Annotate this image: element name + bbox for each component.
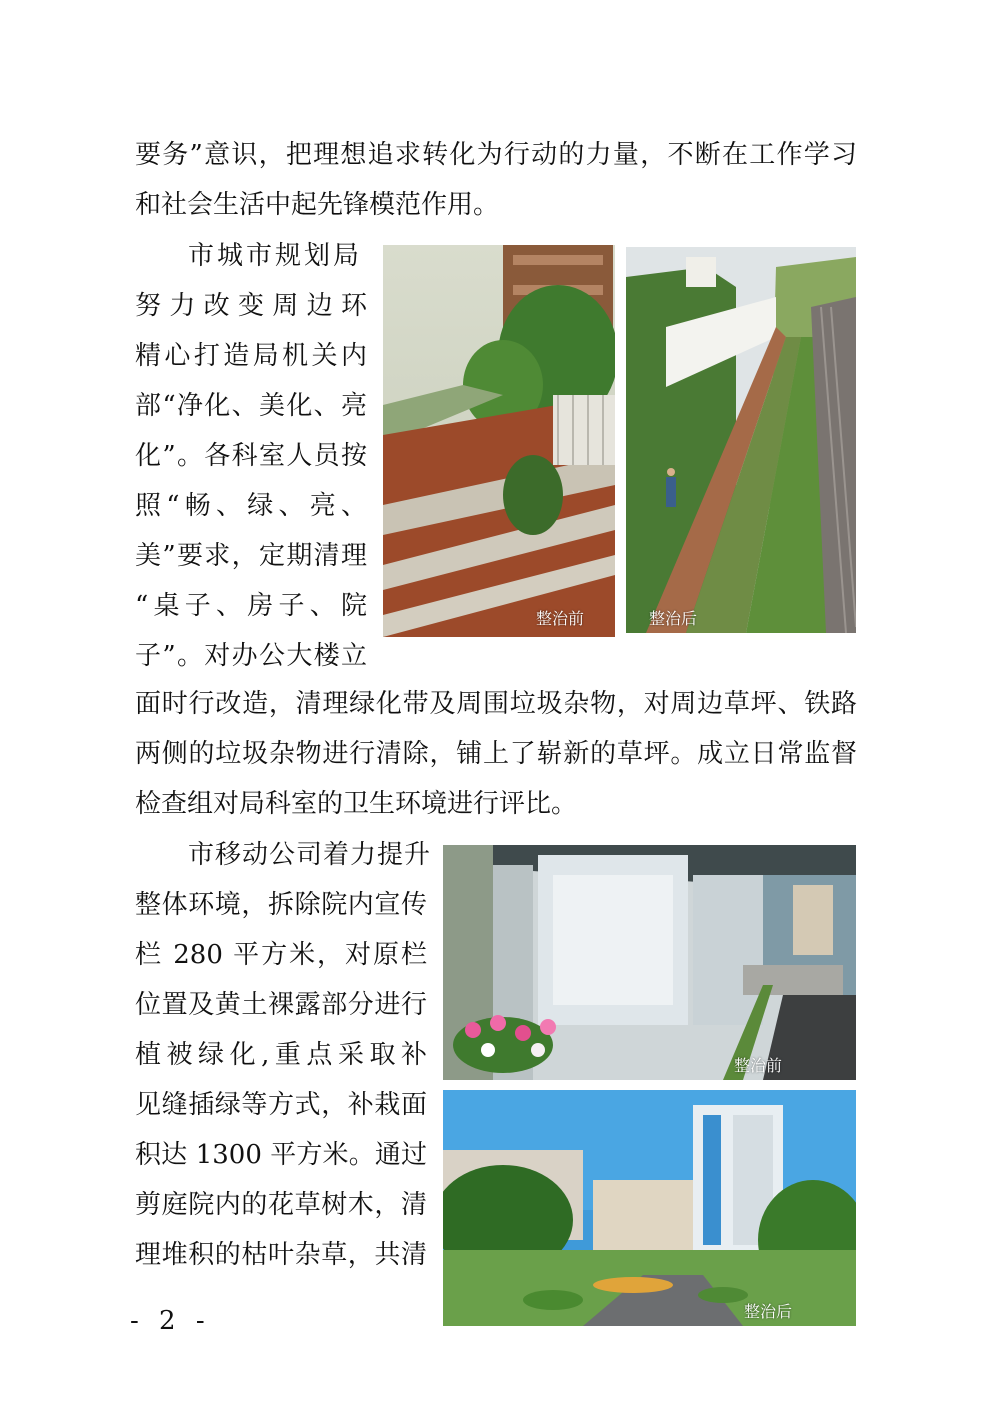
paragraph3-side-line-7: 积达 1300 平方米。通过	[135, 1140, 427, 1170]
paragraph2-side-line-9: 子”。对办公大楼立	[135, 641, 367, 671]
paragraph3-side-line-6: 见缝插绿等方式，补栽面	[135, 1090, 427, 1120]
mobile-before-photo	[443, 845, 856, 1080]
planning-after-caption: 整治后	[649, 609, 698, 628]
paragraph2-full-line-1: 面时行改造，清理绿化带及周围垃圾杂物，对周边草坪、铁路	[135, 689, 857, 719]
paragraph2-full-line-3: 检查组对局科室的卫生环境进行评比。	[135, 789, 578, 819]
paragraph2-side-line-4: 部“净化、美化、亮	[135, 391, 367, 421]
paragraph3-side-line-9: 理堆积的枯叶杂草，共清	[135, 1240, 427, 1270]
planning-before-photo	[383, 245, 615, 637]
planning-after-photo	[626, 247, 856, 633]
mobile-after-caption: 整治后	[744, 1302, 793, 1321]
paragraph3-side-line-2: 整体环境，拆除院内宣传	[135, 890, 427, 920]
paragraph3-side-line-4: 位置及黄土裸露部分进行	[135, 990, 427, 1020]
paragraph3-side-line-5: 植被绿化,重点采取补	[135, 1040, 427, 1070]
paragraph2-full-line-2: 两侧的垃圾杂物进行清除，铺上了崭新的草坪。成立日常监督	[135, 739, 857, 769]
paragraph3-side-line-3: 栏 280 平方米，对原栏	[135, 940, 427, 970]
paragraph3-side-line-1: 市移动公司着力提升	[188, 840, 432, 870]
paragraph2-side-line-8: “桌子、房子、院	[135, 591, 367, 621]
paragraph2-side-line-2: 努力改变周边环	[135, 291, 367, 321]
planning-before-caption: 整治前	[536, 609, 585, 628]
paragraph1-line-1: 要务”意识，把理想追求转化为行动的力量，不断在工作学习	[135, 140, 857, 170]
mobile-before-caption: 整治前	[734, 1056, 783, 1075]
paragraph1-line-2: 和社会生活中起先锋模范作用。	[135, 190, 500, 220]
paragraph2-side-line-5: 化”。各科室人员按	[135, 441, 367, 471]
mobile-after-photo	[443, 1090, 856, 1326]
paragraph2-side-line-1: 市城市规划局	[188, 241, 363, 271]
page-number: - 2 -	[130, 1306, 211, 1336]
paragraph2-side-line-7: 美”要求，定期清理	[135, 541, 367, 571]
paragraph2-side-line-3: 精心打造局机关内	[135, 341, 367, 371]
paragraph2-side-line-6: 照“畅、绿、亮、	[135, 491, 367, 521]
paragraph3-side-line-8: 剪庭院内的花草树木，清	[135, 1190, 427, 1220]
